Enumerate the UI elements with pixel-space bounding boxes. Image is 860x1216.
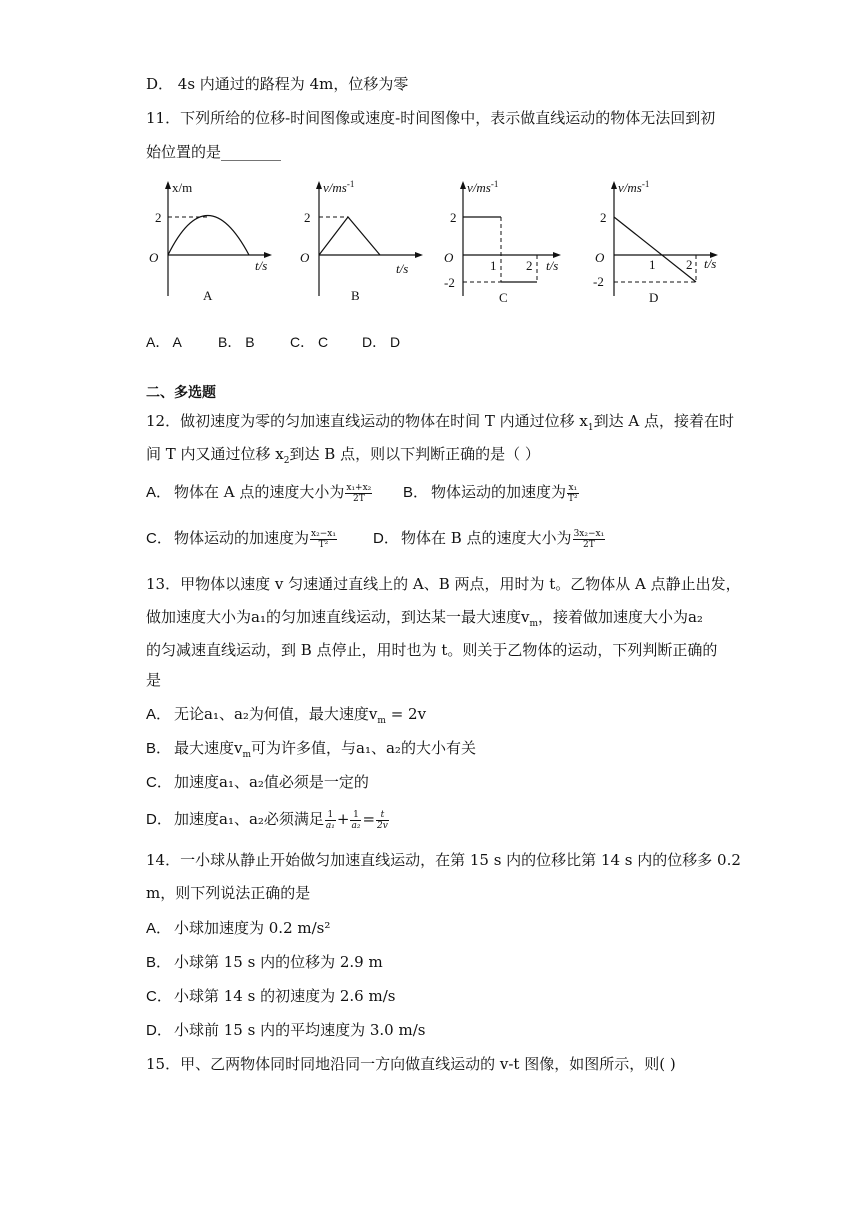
graph-c-caption: C <box>499 290 508 305</box>
q13-option-a[interactable]: A． 无论a₁、a₂为何值，最大速度$v_m = 2v$ <box>146 705 427 726</box>
q12-option-a[interactable]: A． 物体在 A 点的速度大小为 $\frac{\text{x₁+x₂}}{2T}$ <box>146 482 372 504</box>
graph-d-ylabel: v/ms <box>618 180 642 195</box>
q11-answer-d[interactable]: D． D <box>362 334 401 350</box>
q10-option-d: D． 4s 内通过的路程为 4m，位移为零 <box>146 75 409 93</box>
q11-stem-line1: 11．下列所给的位移-时间图像或速度-时间图像中，表示做直线运动的物体无法回到初 <box>146 109 716 127</box>
graph-d-tick-2x: 2 <box>686 257 693 272</box>
q12-option-d[interactable]: D． 物体在 B 点的速度大小为 $\frac{\text{3x₂−x₁}}{2T}$ <box>373 528 605 550</box>
graph-d-caption: D <box>649 290 659 305</box>
graph-b <box>296 178 426 312</box>
option-letter: C． <box>146 774 172 791</box>
svg-text:v/ms-1 <box>618 179 649 195</box>
q15-line1: 15．甲、乙两物体同时同地沿同一方向做直线运动的 v-t 图像，如图所示，则( ) <box>146 1055 676 1073</box>
graph-c-ylabel-sup: -1 <box>490 179 499 189</box>
svg-text:v/ms-1 <box>323 179 354 195</box>
graph-a-caption: A <box>203 288 213 303</box>
q14-line1: 14．一小球从静止开始做匀加速直线运动，在第 15 s 内的位移比第 14 s 内的位移多 0.2 <box>146 851 741 869</box>
option-letter: A． <box>146 706 172 723</box>
q12-option-c[interactable]: C． 物体运动的加速度为 $\frac{\text{x₂−x₁}}{\text{T²}}$ <box>146 528 336 550</box>
q11-answers <box>146 332 400 352</box>
graph-b-origin: O <box>300 250 310 265</box>
option-letter: D． <box>373 530 399 547</box>
graph-d-xlabel: t/s <box>704 256 717 271</box>
q12-stem-line2: 间 T 内又通过位移 $x_2$到达 B 点，则以下判断正确的是（ ） <box>146 445 540 466</box>
graph-c-origin: O <box>444 250 454 265</box>
q13-line1: 13．甲物体以速度 v 匀速通过直线上的 A、B 两点，用时为 t。乙物体从 A 点静止出发， <box>146 575 741 593</box>
graph-d-ylabel-sup: -1 <box>641 179 650 189</box>
option-letter: D． <box>146 1022 172 1039</box>
q13-line3: 的匀减速直线运动，到 B 点停止，用时也为 t。则关于乙物体的运动，下列判断正确的 <box>146 641 718 659</box>
q12-stem-line1: 12．做初速度为零的匀加速直线运动的物体在时间 T 内通过位移 $x_1$到达 A 点，接着在时 <box>146 412 734 433</box>
graph-a-ylabel: x/m <box>172 180 193 195</box>
graph-b-xlabel: t/s <box>396 261 409 276</box>
option-letter: A． <box>146 920 172 937</box>
graph-c-tick-2: 2 <box>450 210 457 225</box>
graph-c <box>440 178 570 312</box>
option-letter: C． <box>146 530 172 547</box>
q11-answer-c[interactable]: C． C <box>290 334 329 350</box>
graph-c-ylabel: v/ms <box>467 180 491 195</box>
option-letter: D． <box>146 811 172 828</box>
q11-answer-a[interactable]: A． A <box>146 334 182 350</box>
option-letter: C． <box>146 988 172 1005</box>
q14-option-d[interactable]: D． 小球前 15 s 内的平均速度为 3.0 m/s <box>146 1021 426 1039</box>
option-letter: B． <box>146 954 172 971</box>
graph-d-origin: O <box>595 250 605 265</box>
graph-a <box>145 178 275 312</box>
graph-c-tick-2x: 2 <box>526 258 533 273</box>
graph-d-tick-2: 2 <box>600 210 607 225</box>
option-letter: A． <box>146 484 172 501</box>
q13-option-d[interactable]: D． 加速度a₁、a₂必须满足 $\frac{1}{\text{a₁}}$ + $\frac{1}{\text{a₂}}$ = $\frac{t}{2v}$ <box>146 809 388 831</box>
q13-line4: 是 <box>146 671 162 689</box>
option-letter: B． <box>146 740 172 757</box>
q14-option-b[interactable]: B． 小球第 15 s 内的位移为 2.9 m <box>146 953 383 971</box>
graph-a-xlabel: t/s <box>255 258 268 273</box>
graph-c-tick-1: 1 <box>490 258 497 273</box>
svg-text:v/ms-1 <box>467 179 498 195</box>
q11-answer-b[interactable]: B． B <box>218 334 255 350</box>
q13-option-c[interactable]: C． 加速度a₁、a₂值必须是一定的 <box>146 773 369 791</box>
q13-option-b[interactable]: B． 最大速度$v_m$可为许多值，与a₁、a₂的大小有关 <box>146 739 476 760</box>
section-title: 二、多选题 <box>146 385 216 401</box>
graph-b-tick-2: 2 <box>304 210 311 225</box>
q12-option-b[interactable]: B． 物体运动的加速度为 $\frac{\text{x₁}}{\text{T²}}$ <box>403 482 578 504</box>
graph-b-ylabel: v/ms <box>323 180 347 195</box>
graph-d-tick-neg2: -2 <box>593 274 604 289</box>
q14-option-a[interactable]: A． 小球加速度为 0.2 m/s² <box>146 919 331 937</box>
graph-d-tick-1: 1 <box>649 257 656 272</box>
q11-stem-line2: 始位置的是________ <box>146 143 282 161</box>
option-letter: B． <box>403 484 429 501</box>
graph-c-xlabel: t/s <box>546 258 559 273</box>
q14-option-c[interactable]: C． 小球第 14 s 的初速度为 2.6 m/s <box>146 987 396 1005</box>
graph-d <box>591 178 731 312</box>
graph-a-tick-2: 2 <box>155 210 162 225</box>
q14-line2: m，则下列说法正确的是 <box>146 884 311 902</box>
graph-c-tick-neg2: -2 <box>444 275 455 290</box>
graph-a-origin: O <box>149 250 159 265</box>
graph-b-caption: B <box>351 288 360 303</box>
q13-line2: 做加速度大小为a₁的匀加速直线运动，到达某一最大速度$v_m$，接着做加速度大小为a₂ <box>146 608 703 629</box>
graph-b-ylabel-sup: -1 <box>346 179 355 189</box>
